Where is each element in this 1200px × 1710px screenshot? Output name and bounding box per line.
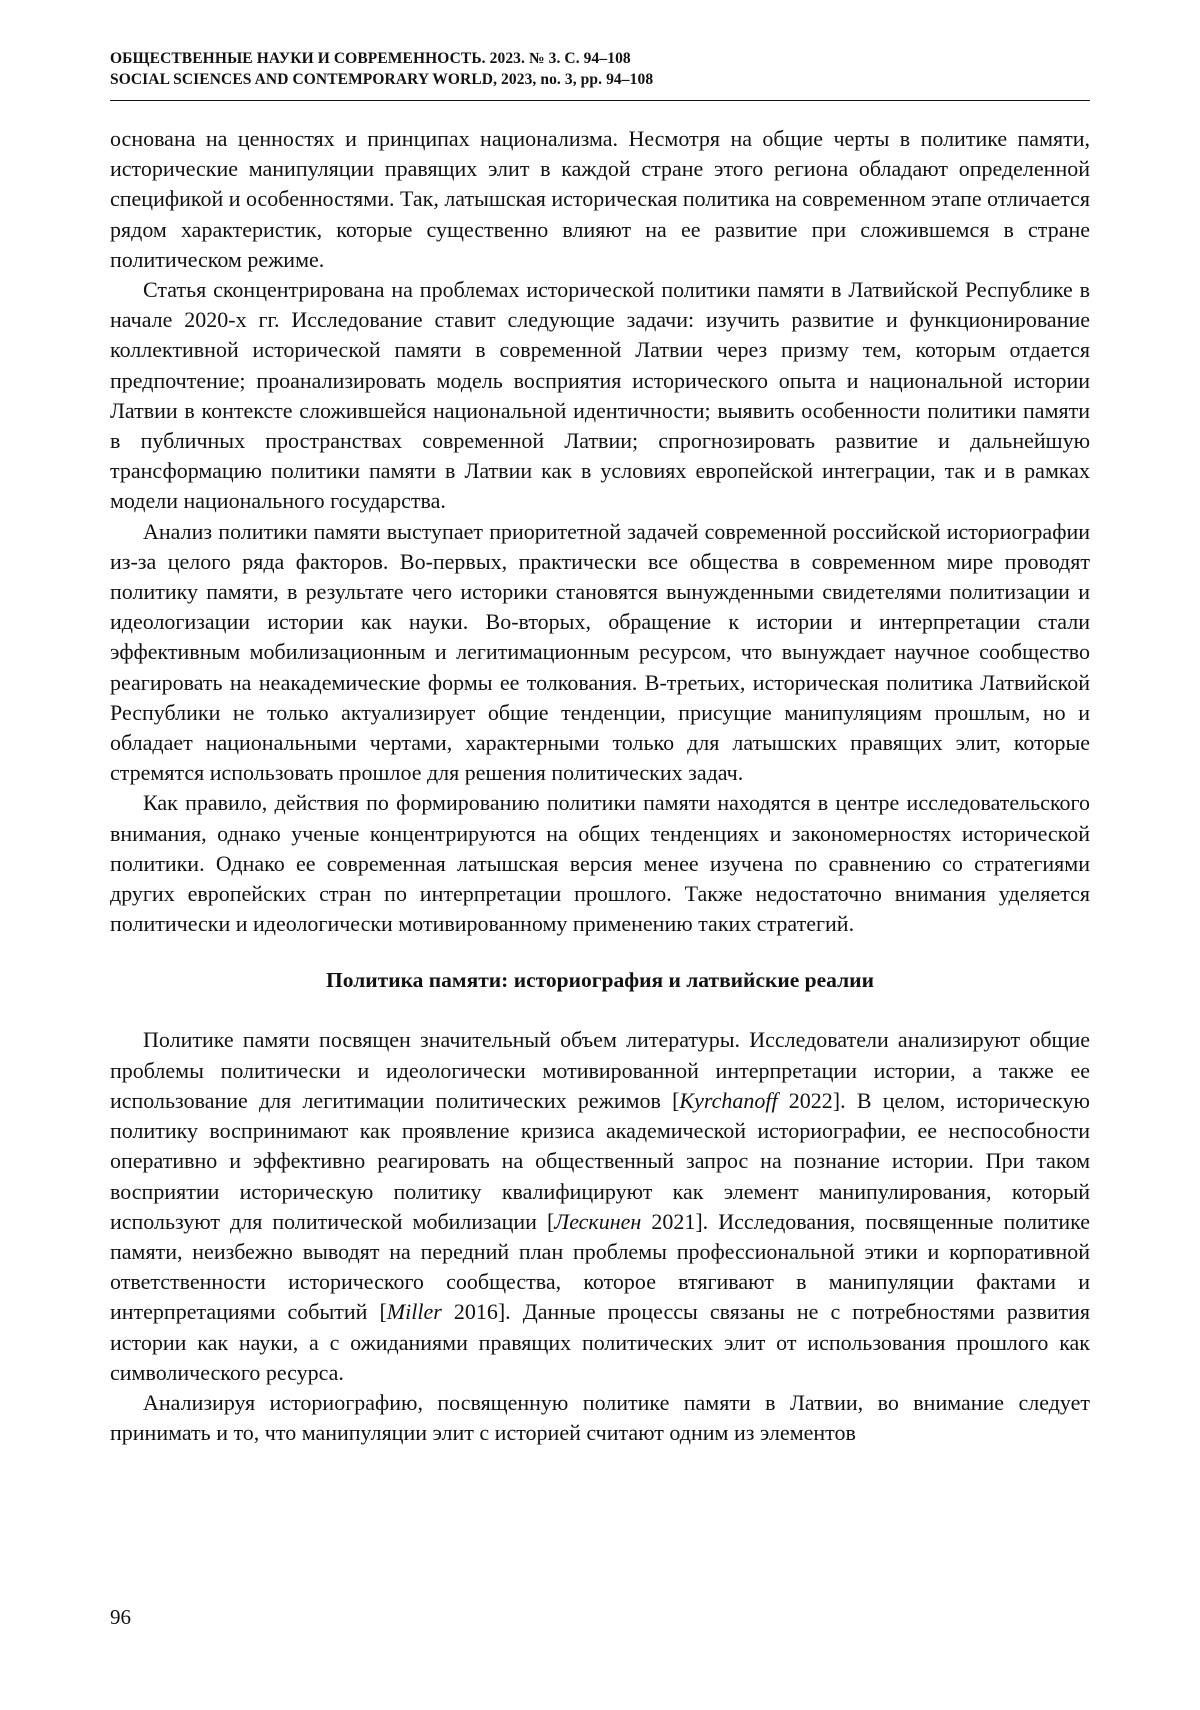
text-segment: 2021]. Исследования, посвященные политике памяти, неизбежно выводят на передний план проблемы профессиональной этики и корпоративной ответственности исторического сообщества, которое втягивают в манипуляции фактами и интерпретациями событий [ [110,1208,1090,1325]
citation-author: Лескинен [554,1208,642,1234]
header-divider [110,100,1090,101]
paragraph-literature-review [110,1025,1090,1387]
text-segment: Политике памяти посвящен значительный объем литературы. Исследователи анализируют общие проблемы политически и идеологически мотивированной интерпретации истории, а также ее использование для легитимации политических режимов [ [110,1027,1090,1113]
text-segment: 2022]. В целом, историческую политику воспринимают как проявление кризиса академической историографии, ее неспособности оперативно и эффективно реагировать на общественный запрос на познание истории. При таком восприятии историческую политику квалифицируют как элемент манипулирования, который используют для политической мобилизации [ [110,1087,1090,1234]
text-segment: 2016]. Данные процессы связаны не с потребностями развития истории как науки, а с ожиданиями правящих политических элит от использования прошлого как символического ресурса. [110,1299,1090,1385]
header-line-russian: ОБЩЕСТВЕННЫЕ НАУКИ И СОВРЕМЕННОСТЬ. 2023. № 3. С. 94–108 [110,50,631,67]
page-number: 96 [110,1605,131,1629]
paragraph-research-gap: Как правило, действия по формированию политики памяти находятся в центре исследовательского внимания, однако ученые концентрируются на общих тенденциях и закономерностях исторической политики. Однако ее современная латышская версия менее изучена по сравнению со стратегиями других европейских стран по интерпретации прошлого. Также недостаточно внимания уделяется политически и идеологически мотивированному применению таких стратегий. [110,790,1090,937]
section-heading: Политика памяти: историография и латвийские реалии [326,968,874,993]
article-body [110,124,1090,1448]
paragraph-relevance: Анализ политики памяти выступает приоритетной задачей современной российской историографии из-за целого ряда факторов. Во-первых, практически все общества в современном мире проводят политику памяти, в результате чего историки становятся вынужденными свидетелями политизации и идеологизации истории как науки. Во-вторых, обращение к истории и интерпретации стали эффективным мобилизационным и легитимационным ресурсом, что вынуждает научное сообщество реагировать на неакадемические формы ее толкования. В-третьих, историческая политика Латвийской Республики не только актуализирует общие тенденции, присущие манипуляциям прошлым, но и обладает национальными чертами, характерными только для латышских правящих элит, которые стремятся использовать прошлое для решения политических задач. [110,518,1090,786]
paragraph-continued: основана на ценностях и принципах национализма. Несмотря на общие черты в политике памяти, исторические манипуляции правящих элит в каждой стране этого региона обладают определенной спецификой и особенностями. Так, латышская историческая политика на современном этапе отличается рядом характеристик, которые существенно влияют на ее развитие при сложившемся в стране политическом режиме. [110,126,1091,272]
paragraph-historiography: Анализируя историографию, посвященную политике памяти в Латвии, во внимание следует принимать и то, что манипуляции элит с историей считают одним из элементов [110,1389,1090,1446]
citation-author: Kyrchanoff [679,1087,778,1113]
header-line-english: SOCIAL SCIENCES AND CONTEMPORARY WORLD, 2023, no. 3, pp. 94–108 [110,71,654,88]
running-header [110,48,1090,90]
paragraph-objectives: Статья сконцентрирована на проблемах исторической политики памяти в Латвийской Республике в начале 2020-х гг. Исследование ставит следующие задачи: изучить развитие и функционирование коллективной исторической памяти в современной Латвии через призму тем, которым отдается предпочтение; проанализировать модель восприятия исторического опыта и национальной истории Латвии в контексте сложившейся национальной идентичности; выявить особенности политики памяти в публичных пространствах современной Латвии; спрогнозировать развитие и дальнейшую трансформацию политики памяти в Латвии как в условиях европейской интеграции, так и в рамках модели национального государства. [110,277,1090,514]
citation-author: Miller [386,1299,442,1325]
